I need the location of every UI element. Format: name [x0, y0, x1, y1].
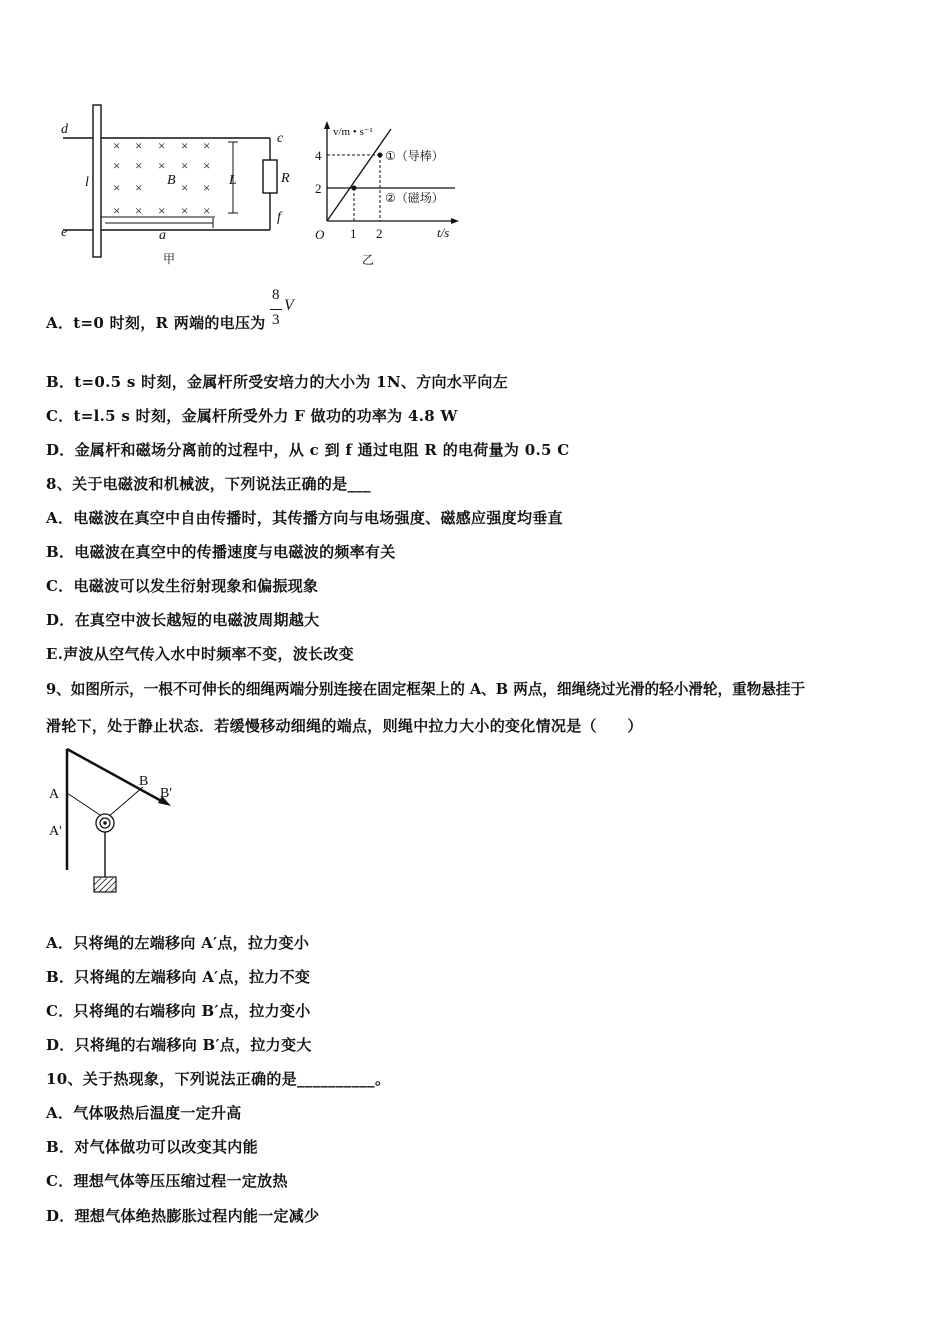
q9-option-d: D．只将绳的右端移向 B′点，拉力变大	[46, 1036, 312, 1054]
metal-bar	[93, 105, 101, 257]
magnetic-field-crosses	[113, 138, 210, 218]
figure-vt-graph	[305, 115, 475, 270]
fraction-bar	[270, 309, 282, 310]
resistor-R	[263, 160, 277, 193]
svg-text:×: ×	[158, 203, 166, 218]
svg-text:×: ×	[203, 138, 211, 153]
svg-text:×: ×	[113, 158, 121, 173]
q8-stem: 8、关于电磁波和机械波，下列说法正确的是___	[46, 475, 371, 493]
q10-option-c: C．理想气体等压压缩过程一定放热	[46, 1172, 288, 1190]
q10-option-d: D．理想气体绝热膨胀过程内能一定减少	[46, 1207, 320, 1225]
q7-option-a	[46, 312, 266, 333]
svg-text:×: ×	[113, 180, 121, 195]
q7-option-d: D．金属杆和磁场分离前的过程中，从 c 到 f 通过电阻 R 的电荷量为 0.5 C	[46, 441, 570, 459]
q9-stem-line2: 滑轮下，处于静止状态．若缓慢移动细绳的端点，则绳中拉力大小的变化情况是（ ）	[46, 717, 643, 735]
q9-option-a: A．只将绳的左端移向 A′点，拉力变小	[46, 934, 310, 952]
svg-text:×: ×	[203, 180, 211, 195]
q7-option-c: C．t=l.5 s 时刻，金属杆所受外力 F 做功的功率为 4.8 W	[46, 407, 458, 425]
q10-option-a: A．气体吸热后温度一定升高	[46, 1104, 242, 1122]
label-d: d	[61, 122, 68, 137]
figure-rail-circuit	[55, 100, 300, 270]
svg-text:×: ×	[181, 203, 189, 218]
fraction-denominator: 3	[272, 312, 280, 328]
label-R: R	[281, 171, 290, 186]
x-tick-2: 2	[376, 226, 383, 241]
origin-label: O	[315, 227, 325, 242]
svg-text:×: ×	[135, 180, 143, 195]
label-c: c	[277, 131, 284, 146]
label-B: B	[139, 774, 149, 789]
label-f: f	[277, 210, 281, 225]
y-tick-4: 4	[315, 148, 322, 163]
legend-rod: ①（导棒）	[385, 149, 444, 163]
q9-stem-line1: 9、如图所示，一根不可伸长的细绳两端分别连接在固定框架上的 A、B 两点，细绳绕过光滑的轻小滑轮，重物悬挂于	[46, 681, 806, 698]
svg-text:×: ×	[181, 138, 189, 153]
svg-text:×: ×	[181, 180, 189, 195]
q8-option-b: B．电磁波在真空中的传播速度与电磁波的频率有关	[46, 543, 396, 561]
svg-text:×: ×	[158, 158, 166, 173]
svg-text:×: ×	[135, 158, 143, 173]
q8-option-e: E.声波从空气传入水中时频率不变，波长改变	[46, 645, 354, 663]
x-axis-label: t/s	[437, 225, 450, 240]
label-B: B	[167, 173, 176, 188]
label-A-prime: A'	[49, 824, 62, 839]
svg-text:×: ×	[113, 138, 121, 153]
q9-option-b: B．只将绳的左端移向 A′点，拉力不变	[46, 968, 311, 986]
label-a: a	[159, 228, 166, 243]
label-A: A	[49, 787, 60, 802]
svg-text:×: ×	[135, 203, 143, 218]
q9-option-c: C．只将绳的右端移向 B′点，拉力变小	[46, 1002, 311, 1020]
svg-text:×: ×	[113, 203, 121, 218]
q8-option-c: C．电磁波可以发生衍射现象和偏振现象	[46, 577, 319, 595]
q10-stem: 10、关于热现象，下列说法正确的是__________。	[46, 1070, 391, 1088]
label-l: l	[85, 175, 89, 190]
svg-text:×: ×	[203, 203, 211, 218]
q7-option-b: B．t=0.5 s 时刻，金属杆所受安培力的大小为 1N、方向水平向左	[46, 373, 509, 391]
svg-text:×: ×	[181, 158, 189, 173]
legend-field: ②（磁场）	[385, 191, 444, 205]
q7-option-a-text: A．t=0 时刻，R 两端的电压为	[46, 314, 266, 332]
fraction-numerator: 8	[272, 287, 280, 303]
label-B-prime: B'	[160, 786, 172, 801]
caption-yi: 乙	[362, 253, 375, 267]
series-rod-line	[327, 129, 391, 221]
y-axis-label: v/m • s⁻¹	[333, 126, 373, 138]
figure-pulley	[45, 745, 185, 895]
svg-text:×: ×	[135, 138, 143, 153]
q8-option-d: D．在真空中波长越短的电磁波周期越大	[46, 611, 320, 629]
q10-option-b: B．对气体做功可以改变其内能	[46, 1138, 258, 1156]
label-e: e	[61, 225, 68, 240]
y-tick-2: 2	[315, 181, 322, 196]
label-L: L	[229, 173, 237, 188]
q8-option-a: A．电磁波在真空中自由传播时，其传播方向与电场强度、磁感应强度均垂直	[46, 509, 563, 527]
svg-text:×: ×	[203, 158, 211, 173]
fraction-unit: V	[284, 297, 294, 314]
svg-text:×: ×	[158, 138, 166, 153]
caption-jia: 甲	[163, 252, 176, 266]
x-tick-1: 1	[350, 226, 357, 241]
